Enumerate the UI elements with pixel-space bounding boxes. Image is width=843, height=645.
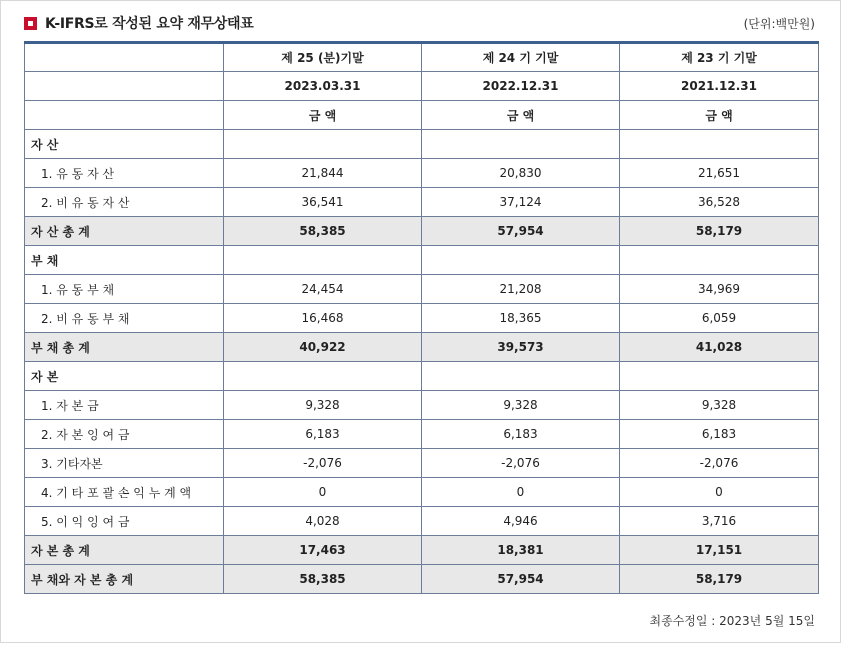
value-cell: 17,151	[620, 536, 819, 565]
value-cell	[422, 362, 620, 391]
header-blank-cell	[25, 43, 224, 72]
unit-label: (단위:백만원)	[743, 17, 815, 31]
value-cell: 4,946	[422, 507, 620, 536]
page-title: K-IFRS로 작성된 요약 재무상태표	[45, 16, 254, 32]
value-cell: -2,076	[620, 449, 819, 478]
value-cell: 9,328	[224, 391, 422, 420]
value-cell: 18,381	[422, 536, 620, 565]
category-row	[25, 246, 819, 275]
amount-header-row	[25, 101, 819, 130]
amount-header-cell: 금 액	[422, 101, 620, 130]
table-row	[25, 449, 819, 478]
row-label: 자 본 총 계	[25, 536, 224, 565]
header-blank-cell	[25, 72, 224, 101]
amount-header-cell: 금 액	[620, 101, 819, 130]
value-cell: 40,922	[224, 333, 422, 362]
value-cell	[224, 130, 422, 159]
value-cell: 58,385	[224, 565, 422, 594]
value-cell: 17,463	[224, 536, 422, 565]
period-header-cell: 제 23 기 기말	[620, 43, 819, 72]
value-cell: 20,830	[422, 159, 620, 188]
category-row	[25, 130, 819, 159]
row-label: 2. 비 유 동 부 채	[25, 304, 224, 333]
value-cell: 4,028	[224, 507, 422, 536]
value-cell	[620, 130, 819, 159]
row-label: 2. 자 본 잉 여 금	[25, 420, 224, 449]
value-cell	[620, 246, 819, 275]
row-label: 4. 기 타 포 괄 손 익 누 계 액	[25, 478, 224, 507]
total-row	[25, 217, 819, 246]
value-cell: 24,454	[224, 275, 422, 304]
value-cell: 9,328	[620, 391, 819, 420]
value-cell	[224, 362, 422, 391]
value-cell: 37,124	[422, 188, 620, 217]
value-cell: 36,541	[224, 188, 422, 217]
value-cell: 0	[224, 478, 422, 507]
amount-header-cell: 금 액	[224, 101, 422, 130]
period-header-cell: 제 24 기 기말	[422, 43, 620, 72]
period-header-cell: 제 25 (분)기말	[224, 43, 422, 72]
row-label: 부 채	[25, 246, 224, 275]
value-cell: 21,844	[224, 159, 422, 188]
value-cell: 6,183	[422, 420, 620, 449]
value-cell: 57,954	[422, 217, 620, 246]
value-cell: 18,365	[422, 304, 620, 333]
value-cell: 58,179	[620, 565, 819, 594]
table-row	[25, 304, 819, 333]
row-label: 자 산	[25, 130, 224, 159]
row-label: 자 본	[25, 362, 224, 391]
value-cell	[422, 130, 620, 159]
value-cell: 6,183	[620, 420, 819, 449]
value-cell: 58,385	[224, 217, 422, 246]
value-cell: 58,179	[620, 217, 819, 246]
value-cell: 39,573	[422, 333, 620, 362]
value-cell	[422, 246, 620, 275]
value-cell: 0	[422, 478, 620, 507]
total-row	[25, 565, 819, 594]
value-cell: 21,651	[620, 159, 819, 188]
value-cell: 16,468	[224, 304, 422, 333]
date-header-cell: 2023.03.31	[224, 72, 422, 101]
value-cell: 57,954	[422, 565, 620, 594]
value-cell: 34,969	[620, 275, 819, 304]
value-cell: 36,528	[620, 188, 819, 217]
row-label: 자 산 총 계	[25, 217, 224, 246]
value-cell: -2,076	[224, 449, 422, 478]
value-cell: 21,208	[422, 275, 620, 304]
table-row	[25, 275, 819, 304]
value-cell: 9,328	[422, 391, 620, 420]
square-bullet-icon	[24, 17, 37, 30]
value-cell: -2,076	[422, 449, 620, 478]
value-cell: 3,716	[620, 507, 819, 536]
row-label: 1. 자 본 금	[25, 391, 224, 420]
date-header-row	[25, 72, 819, 101]
header-blank-cell	[25, 101, 224, 130]
last-modified-note: 최종수정일 : 2023년 5월 15일	[649, 614, 815, 628]
table-row	[25, 159, 819, 188]
total-row	[25, 333, 819, 362]
row-label: 2. 비 유 동 자 산	[25, 188, 224, 217]
row-label: 1. 유 동 자 산	[25, 159, 224, 188]
value-cell: 0	[620, 478, 819, 507]
date-header-cell: 2022.12.31	[422, 72, 620, 101]
table-row	[25, 478, 819, 507]
row-label: 3. 기타자본	[25, 449, 224, 478]
table-row	[25, 188, 819, 217]
row-label: 부 채와 자 본 총 계	[25, 565, 224, 594]
date-header-cell: 2021.12.31	[620, 72, 819, 101]
period-header-row	[25, 43, 819, 72]
row-label: 부 채 총 계	[25, 333, 224, 362]
value-cell	[620, 362, 819, 391]
value-cell: 41,028	[620, 333, 819, 362]
total-row	[25, 536, 819, 565]
title-row	[24, 13, 253, 33]
table-row	[25, 420, 819, 449]
value-cell: 6,059	[620, 304, 819, 333]
balance-sheet-table	[24, 41, 819, 594]
table-row	[25, 391, 819, 420]
table-row	[25, 507, 819, 536]
category-row	[25, 362, 819, 391]
value-cell: 6,183	[224, 420, 422, 449]
row-label: 1. 유 동 부 채	[25, 275, 224, 304]
value-cell	[224, 246, 422, 275]
row-label: 5. 이 익 잉 여 금	[25, 507, 224, 536]
